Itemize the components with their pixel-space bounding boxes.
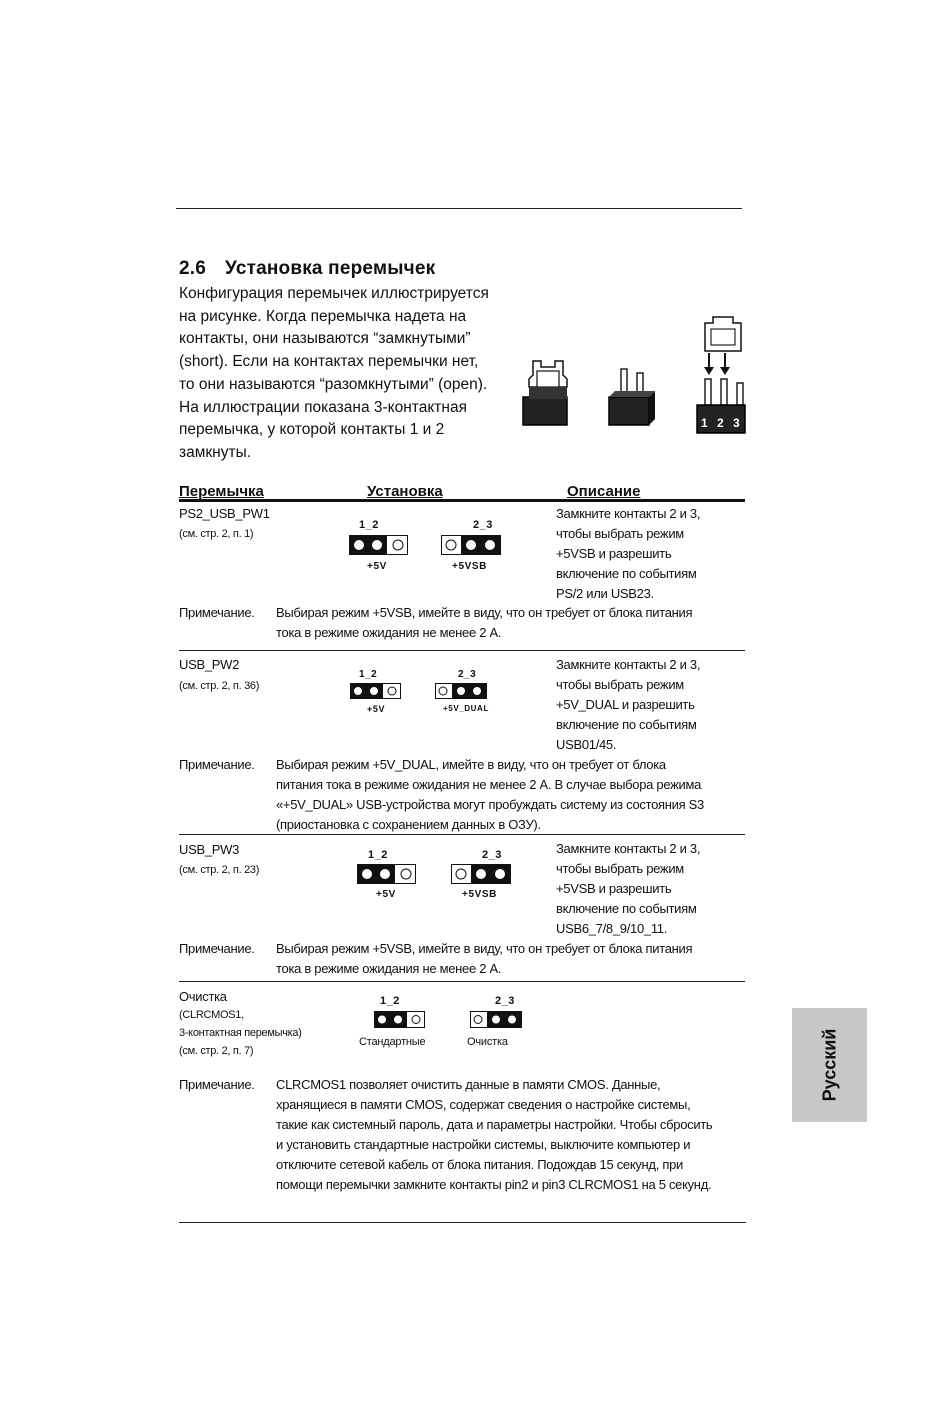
intro-line: (short). Если на контактах перемычки нет, <box>179 353 479 371</box>
description-line: включение по событиям <box>556 566 697 581</box>
jumper-closed-figure <box>523 361 567 425</box>
description-line: включение по событиям <box>556 901 697 916</box>
note-label: Примечание. <box>179 1077 255 1092</box>
description-line: PS/2 или USB23. <box>556 586 654 601</box>
note-line: и установить стандартные настройки системы, выключите компьютер и <box>276 1137 691 1152</box>
setting-caption-left: +5V <box>367 704 386 714</box>
jumper-ref: (см. стр. 2, п. 23) <box>179 864 260 876</box>
note-line: «+5V_DUAL» USB-устройства могут пробуждать систему из состояния S3 <box>276 797 704 812</box>
setting-caption-right: Очистка <box>467 1036 508 1048</box>
description-line: +5VSB и разрешить <box>556 546 672 561</box>
pin-number-2: 2 <box>717 416 724 430</box>
note-line: такие как системный пароль, дата и параметры настройки. Чтобы сбросить <box>276 1117 713 1132</box>
description-line: Замкните контакты 2 и 3, <box>556 841 701 856</box>
section-title: Установка перемычек <box>225 258 436 279</box>
intro-line: перемычка, у которой контакты 1 и 2 <box>179 421 445 439</box>
setting-caption-left: +5V <box>376 889 396 900</box>
bottom-rule <box>179 1222 746 1223</box>
description-line: USB6_7/8_9/10_11. <box>556 921 668 936</box>
note-text <box>276 603 746 643</box>
note-text <box>276 939 746 979</box>
language-tab <box>792 1008 867 1122</box>
section-number: 2.6 <box>179 258 207 279</box>
note-line: (приостановка с сохранением данных в ОЗУ). <box>276 817 541 832</box>
jumper-name: PS2_USB_PW1 <box>179 506 270 521</box>
intro-line: На иллюстрации показана 3-контактная <box>179 398 467 416</box>
setting-caption-left: +5V <box>367 561 387 572</box>
description-line: включение по событиям <box>556 717 697 732</box>
note-line: питания тока в режиме ожидания не менее 2 A. В случае выбора режима <box>276 777 702 792</box>
setting-caption-right: +5V_DUAL <box>443 704 489 713</box>
pins-label-2-3: 2_3 <box>473 519 493 531</box>
jumper-setting-1-2 <box>374 1011 426 1029</box>
note-line: Выбирая режим +5V_DUAL, имейте в виду, что он требует от блока <box>276 757 666 772</box>
description-line: USB01/45. <box>556 737 617 752</box>
description-line: чтобы выбрать режим <box>556 526 684 541</box>
description-line: Замкните контакты 2 и 3, <box>556 657 701 672</box>
note-label: Примечание. <box>179 757 255 772</box>
description-line: чтобы выбрать режим <box>556 861 684 876</box>
row-divider <box>179 650 745 651</box>
jumper-name: Очистка <box>179 989 227 1004</box>
column-header-jumper: Перемычка <box>179 483 264 500</box>
intro-paragraph <box>179 283 519 465</box>
description-line: +5VSB и разрешить <box>556 881 672 896</box>
jumper-ref-line: (см. стр. 2, п. 7) <box>179 1045 254 1057</box>
section-heading <box>179 258 435 280</box>
intro-line: то они называются “разомкнутыми” (open). <box>179 375 488 393</box>
column-header-description: Описание <box>567 483 641 500</box>
jumper-3pin-figure <box>697 317 745 433</box>
pins-label-1-2: 1_2 <box>359 669 378 680</box>
setting-caption-right: +5VSB <box>452 561 487 572</box>
jumper-description <box>556 655 746 755</box>
row-divider <box>179 981 745 982</box>
jumper-illustration <box>515 315 755 440</box>
jumper-ref: (см. стр. 2, п. 1) <box>179 528 254 540</box>
jumper-setting-1-2 <box>357 864 417 885</box>
jumper-open-figure <box>609 369 655 425</box>
jumper-name: USB_PW2 <box>179 657 240 672</box>
description-line: чтобы выбрать режим <box>556 677 684 692</box>
jumper-ref <box>179 1006 302 1060</box>
jumper-description <box>556 504 746 604</box>
jumper-setting-1-2 <box>349 535 409 556</box>
note-line: тока в режиме ожидания не менее 2 A. <box>276 961 502 976</box>
note-label: Примечание. <box>179 605 255 620</box>
pins-label-2-3: 2_3 <box>482 849 502 861</box>
pins-label-1-2: 1_2 <box>368 849 388 861</box>
intro-line: на рисунке. Когда перемычка надета на <box>179 307 467 325</box>
pin-number-3: 3 <box>733 416 740 430</box>
row-divider <box>179 834 745 835</box>
intro-line: контакты, они называются “замкнутыми” <box>179 330 471 348</box>
pins-label-2-3: 2_3 <box>458 669 477 680</box>
note-label: Примечание. <box>179 941 255 956</box>
pins-label-1-2: 1_2 <box>380 995 400 1007</box>
description-line: Замкните контакты 2 и 3, <box>556 506 701 521</box>
intro-line: Конфигурация перемычек иллюстрируется <box>179 285 489 302</box>
note-line: отключите сетевой кабель от блока питания. Подождав 15 секунд, при <box>276 1157 683 1172</box>
pins-label-2-3: 2_3 <box>495 995 515 1007</box>
note-line: помощи перемычки замкните контакты pin2 и pin3 CLRCMOS1 на 5 секунд. <box>276 1177 712 1192</box>
note-line: Выбирая режим +5VSB, имейте в виду, что он требует от блока питания <box>276 605 693 620</box>
jumper-setting-2-3 <box>435 683 487 700</box>
note-line: хранящиеся в памяти CMOS, содержат сведения о настройке системы, <box>276 1097 691 1112</box>
jumper-ref: (см. стр. 2, п. 36) <box>179 680 260 692</box>
language-tab-label: Русский <box>819 1028 839 1102</box>
jumper-description <box>556 839 746 939</box>
description-line: +5V_DUAL и разрешить <box>556 697 695 712</box>
note-line: тока в режиме ожидания не менее 2 A. <box>276 625 502 640</box>
note-text <box>276 755 746 835</box>
note-line: Выбирая режим +5VSB, имейте в виду, что он требует от блока питания <box>276 941 693 956</box>
jumper-ref-line: (CLRCMOS1, <box>179 1009 244 1021</box>
top-rule <box>176 208 742 209</box>
setting-caption-left: Стандартные <box>359 1036 426 1048</box>
column-header-setting: Установка <box>367 483 443 500</box>
jumper-ref-line: 3-контактная перемычка) <box>179 1027 302 1039</box>
note-line: CLRCMOS1 позволяет очистить данные в памяти CMOS. Данные, <box>276 1077 661 1092</box>
pins-label-1-2: 1_2 <box>359 519 379 531</box>
pin-number-1: 1 <box>701 416 708 430</box>
header-rule <box>179 499 745 502</box>
jumper-setting-2-3 <box>441 535 501 556</box>
note-text <box>276 1075 746 1195</box>
jumper-setting-1-2 <box>350 683 402 700</box>
jumper-setting-2-3 <box>470 1011 522 1029</box>
jumper-setting-2-3 <box>451 864 511 885</box>
jumper-name: USB_PW3 <box>179 842 240 857</box>
setting-caption-right: +5VSB <box>462 889 497 900</box>
intro-line: замкнуты. <box>179 443 252 461</box>
